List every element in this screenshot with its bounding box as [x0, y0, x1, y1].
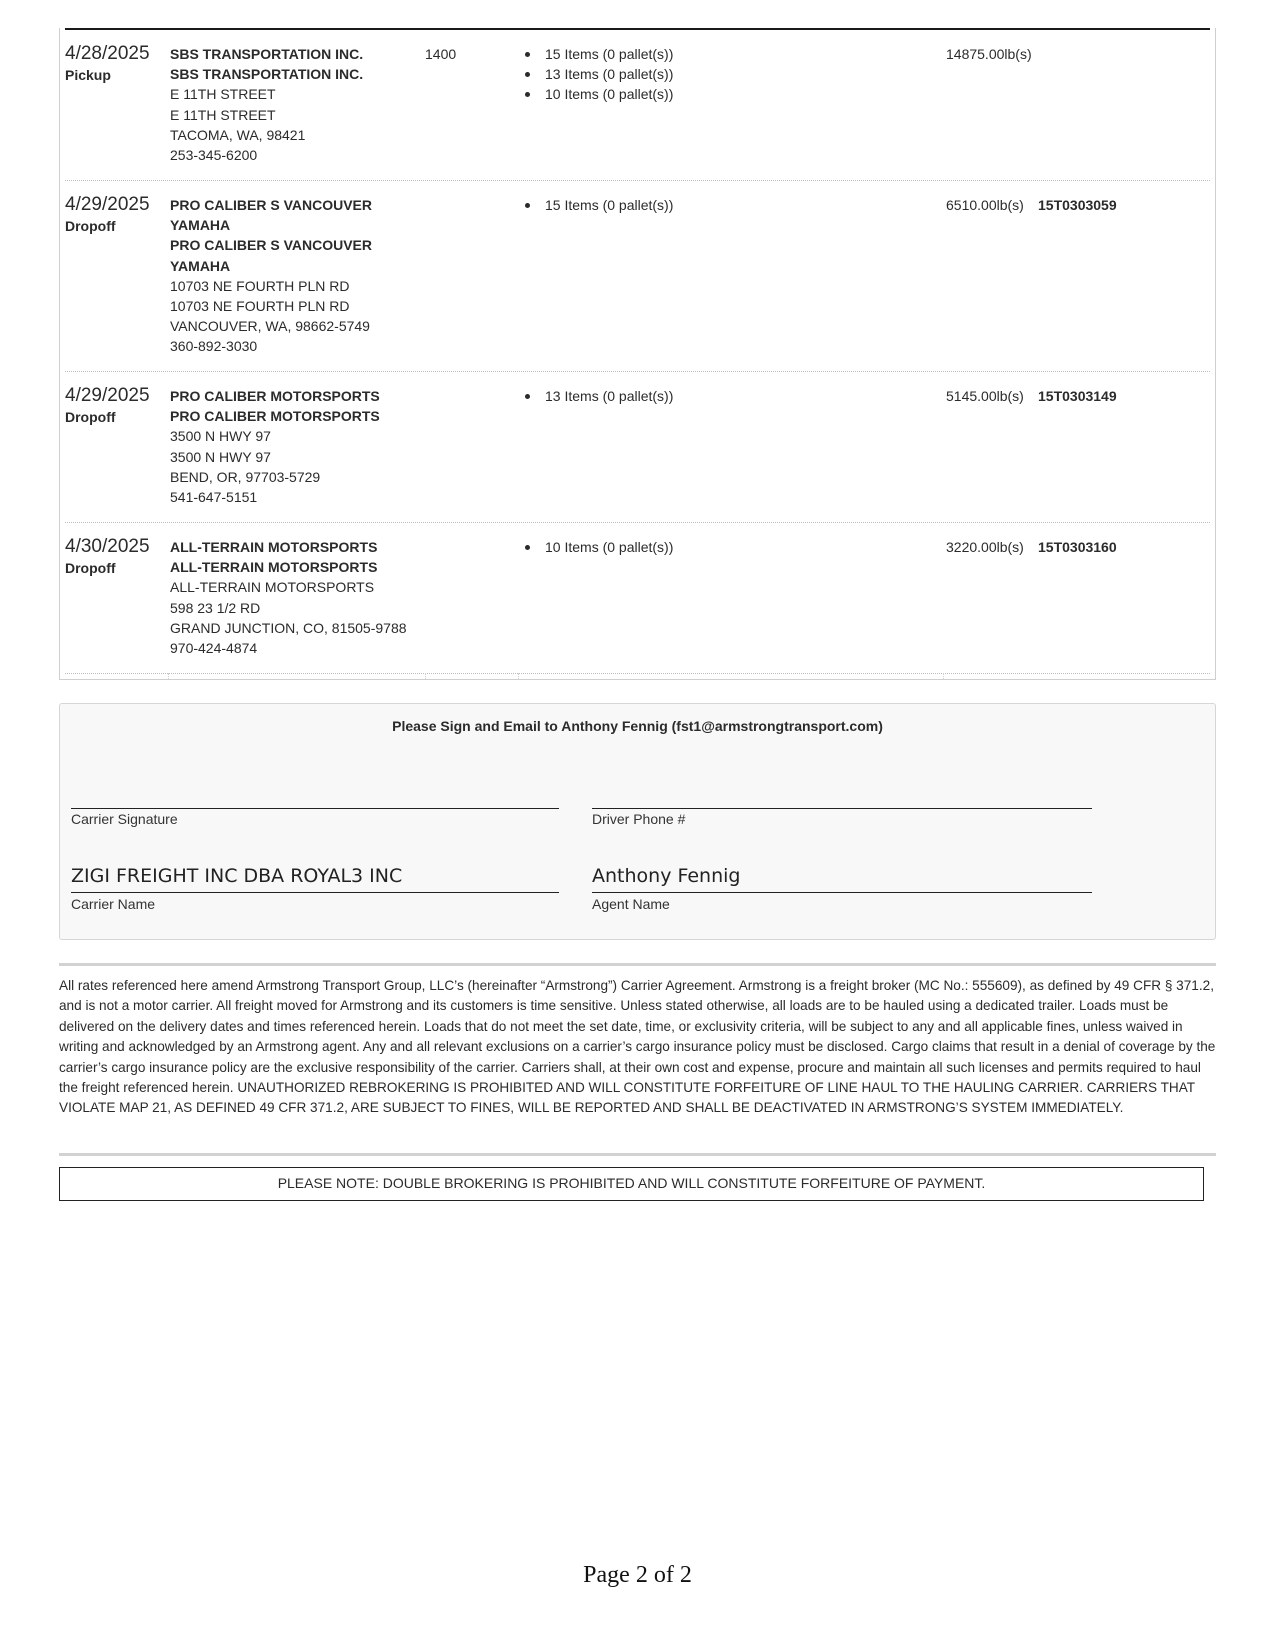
- stop-type: Dropoff: [65, 218, 116, 234]
- stop-item: 10 Items (0 pallet(s)): [524, 84, 673, 104]
- stop-type: Dropoff: [65, 409, 116, 425]
- stop-name-line: PRO CALIBER MOTORSPORTS: [170, 388, 380, 404]
- carrier-name-value: ZIGI FREIGHT INC DBA ROYAL3 INC: [71, 865, 403, 887]
- stop-address-line: TACOMA, WA, 98421: [170, 126, 306, 143]
- stop-type: Dropoff: [65, 560, 116, 576]
- column-divider: [943, 673, 944, 679]
- agent-name-line: [592, 892, 1092, 893]
- stop-address-line: ALL-TERRAIN MOTORSPORTS: [170, 579, 375, 596]
- stop-weight: 14875.00lb(s): [946, 46, 1032, 62]
- stop-item: 15 Items (0 pallet(s)): [524, 44, 673, 64]
- stop-items-list: [524, 386, 673, 406]
- divider: [59, 1153, 1216, 1156]
- carrier-name-line: [71, 892, 559, 893]
- stop-address: [170, 44, 430, 165]
- stop-name-line: ALL-TERRAIN MOTORSPORTS: [170, 539, 378, 555]
- stop-item: 13 Items (0 pallet(s)): [524, 64, 673, 84]
- agent-name-label: Agent Name: [592, 896, 670, 912]
- stop-phone: 360-892-3030: [170, 338, 258, 355]
- stop-items-list: [524, 44, 673, 105]
- stop-row-4: [65, 535, 1210, 674]
- driver-phone-label: Driver Phone #: [592, 811, 686, 827]
- stop-address-line: 10703 NE FOURTH PLN RD: [170, 298, 350, 315]
- stop-address: [170, 537, 430, 658]
- stop-items-list: [524, 537, 673, 557]
- stop-name-line: PRO CALIBER S VANCOUVER: [170, 197, 372, 213]
- stop-reference: 15T0303160: [1038, 539, 1117, 555]
- stop-address-line: 598 23 1/2 RD: [170, 599, 261, 616]
- page-number: Page 2 of 2: [583, 1562, 692, 1588]
- stop-date-cell: [65, 535, 165, 577]
- stop-item: 15 Items (0 pallet(s)): [524, 195, 673, 215]
- stop-item: 13 Items (0 pallet(s)): [524, 386, 673, 406]
- stop-date: 4/30/2025: [65, 536, 150, 557]
- stop-name-line: ALL-TERRAIN MOTORSPORTS: [170, 559, 378, 576]
- signature-instructions: Please Sign and Email to Anthony Fennig (fst1@armstrongtransport.com): [392, 718, 883, 734]
- stop-row-3: [65, 384, 1210, 523]
- stop-name-line: SBS TRANSPORTATION INC.: [170, 46, 364, 62]
- column-divider: [518, 673, 519, 679]
- stop-name-line: PRO CALIBER S VANCOUVER: [170, 237, 372, 254]
- stop-address-line: E 11TH STREET: [170, 106, 276, 123]
- stop-address-line: E 11TH STREET: [170, 86, 276, 103]
- stop-address: [170, 386, 430, 507]
- table-top-rule: [65, 28, 1210, 30]
- stop-phone: 253-345-6200: [170, 147, 258, 164]
- stop-name-line: YAMAHA: [170, 217, 231, 234]
- stop-row-2: [65, 193, 1210, 372]
- signature-panel: [59, 703, 1216, 940]
- stop-date-cell: [65, 42, 165, 84]
- carrier-signature-label: Carrier Signature: [71, 811, 178, 827]
- stop-date-cell: [65, 384, 165, 426]
- carrier-signature-line[interactable]: [71, 808, 559, 809]
- stop-weight: 3220.00lb(s): [946, 539, 1024, 555]
- stop-row-1: [65, 42, 1210, 181]
- stop-items-list: [524, 195, 673, 215]
- stop-number: 1400: [425, 46, 457, 62]
- stop-name-line: YAMAHA: [170, 257, 231, 274]
- stop-address-line: GRAND JUNCTION, CO, 81505-9788: [170, 619, 407, 636]
- driver-phone-line[interactable]: [592, 808, 1092, 809]
- agent-name-value: Anthony Fennig: [592, 865, 741, 887]
- stop-date: 4/28/2025: [65, 43, 150, 64]
- stop-phone: 970-424-4874: [170, 640, 258, 657]
- stop-address-line: 10703 NE FOURTH PLN RD: [170, 277, 350, 294]
- column-divider: [425, 673, 426, 679]
- double-brokering-notice: PLEASE NOTE: DOUBLE BROKERING IS PROHIBITED AND WILL CONSTITUTE FORFEITURE OF PAYMENT.: [59, 1167, 1204, 1201]
- carrier-name-label: Carrier Name: [71, 896, 156, 912]
- stop-address-line: 3500 N HWY 97: [170, 448, 271, 465]
- stop-reference: 15T0303059: [1038, 197, 1117, 213]
- column-divider: [168, 673, 169, 679]
- stop-address-line: VANCOUVER, WA, 98662-5749: [170, 318, 370, 335]
- stop-date: 4/29/2025: [65, 194, 150, 215]
- stop-type: Pickup: [65, 67, 111, 83]
- stop-address-line: 3500 N HWY 97: [170, 428, 271, 445]
- stop-reference: 15T0303149: [1038, 388, 1117, 404]
- terms-paragraph: All rates referenced here amend Armstrong Transport Group, LLC’s (hereinafter “Armstrong”) Carrier Agreement. Armstrong is a freight broker (MC No.: 555609), as defined by 49 CFR § 371.2, and is not a motor carrier. All freight moved for Armstrong and its customers is time sensitive. Unless stated otherwise, all loads are to be hauled using a dedicated trailer. Loads must be delivered on the delivery dates and times referenced herein. Loads that do not meet the set date, time, or exclusivity criteria, will be subject to any and all applicable fines, unless waived in writing and acknowledged by an Armstrong agent. Any and all relevant exclusions on a carrier’s cargo insurance policy must be disclosed. Cargo claims that result in a denial of coverage by the carrier’s cargo insurance policy are the exclusive responsibility of the carrier. Carriers shall, at their own cost and expense, procure and maintain all such licenses and permits required to haul the freight referenced herein. UNAUTHORIZED REBROKERING IS PROHIBITED AND WILL CONSTITUTE FORFEITURE OF LINE HAUL TO THE HAULING CARRIER. CARRIERS THAT VIOLATE MAP 21, AS DEFINED 49 CFR 371.2, ARE SUBJECT TO FINES, WILL BE REPORTED AND SHALL BE DEACTIVATED IN ARMSTRONG’S SYSTEM IMMEDIATELY.: [59, 978, 1216, 1116]
- stop-name-line: PRO CALIBER MOTORSPORTS: [170, 408, 380, 425]
- stop-name-line: SBS TRANSPORTATION INC.: [170, 66, 364, 83]
- divider: [59, 963, 1216, 966]
- stop-date-cell: [65, 193, 165, 235]
- stop-weight: 6510.00lb(s): [946, 197, 1024, 213]
- stop-weight: 5145.00lb(s): [946, 388, 1024, 404]
- stop-phone: 541-647-5151: [170, 489, 258, 506]
- stop-address: [170, 195, 430, 357]
- stop-address-line: BEND, OR, 97703-5729: [170, 468, 321, 485]
- stop-date: 4/29/2025: [65, 385, 150, 406]
- stop-item: 10 Items (0 pallet(s)): [524, 537, 673, 557]
